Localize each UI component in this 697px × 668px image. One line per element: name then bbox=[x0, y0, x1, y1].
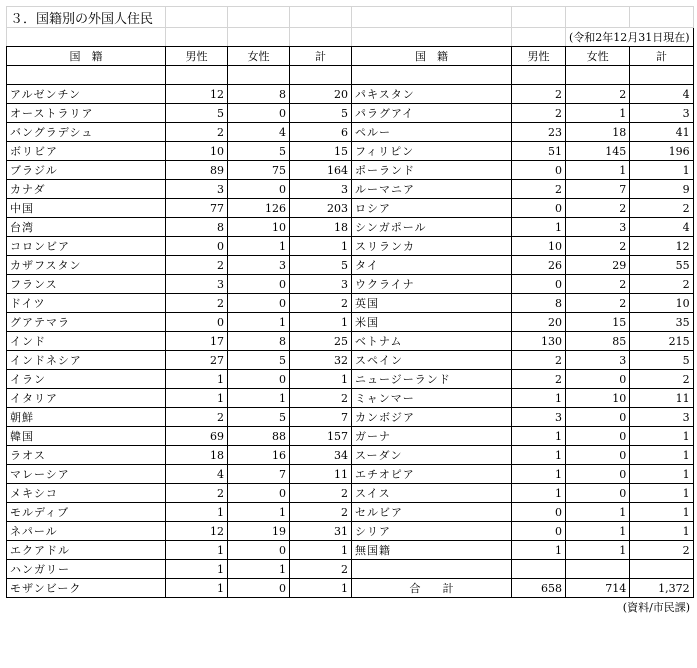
nationality-name-cell: ロシア bbox=[352, 199, 512, 218]
female-count-cell: 4 bbox=[228, 123, 290, 142]
grand-total-label: 合 計 bbox=[352, 579, 512, 598]
total-count-cell: 20 bbox=[290, 85, 352, 104]
empty-cell bbox=[566, 560, 630, 579]
male-count-cell: 1 bbox=[512, 465, 566, 484]
nationality-name-cell: パキスタン bbox=[352, 85, 512, 104]
male-count-cell: 1 bbox=[166, 370, 228, 389]
female-count-cell: 0 bbox=[566, 427, 630, 446]
table-row bbox=[7, 142, 694, 161]
header-female-right: 女性 bbox=[566, 47, 630, 66]
table-row bbox=[7, 446, 694, 465]
closing-row bbox=[7, 598, 694, 617]
nationality-name-cell: シリア bbox=[352, 522, 512, 541]
total-count-cell: 5 bbox=[290, 104, 352, 123]
female-count-cell: 1 bbox=[566, 104, 630, 123]
total-count-cell: 9 bbox=[630, 180, 693, 199]
table-row bbox=[7, 465, 694, 484]
female-count-cell: 15 bbox=[566, 313, 630, 332]
total-count-cell: 7 bbox=[290, 408, 352, 427]
total-count-cell: 2 bbox=[630, 370, 693, 389]
total-count-cell: 34 bbox=[290, 446, 352, 465]
male-count-cell: 27 bbox=[166, 351, 228, 370]
nationality-name-cell: カナダ bbox=[7, 180, 166, 199]
male-count-cell: 2 bbox=[512, 370, 566, 389]
table-row bbox=[7, 522, 694, 541]
table-row bbox=[7, 484, 694, 503]
total-count-cell: 1 bbox=[290, 313, 352, 332]
nationality-name-cell: ドイツ bbox=[7, 294, 166, 313]
table-row bbox=[7, 332, 694, 351]
table-row bbox=[7, 218, 694, 237]
female-count-cell: 0 bbox=[228, 484, 290, 503]
total-count-cell: 2 bbox=[630, 541, 693, 560]
total-count-cell: 41 bbox=[630, 123, 693, 142]
male-count-cell: 2 bbox=[166, 123, 228, 142]
nationality-name-cell: ペルー bbox=[352, 123, 512, 142]
male-count-cell: 12 bbox=[166, 85, 228, 104]
male-count-cell: 2 bbox=[166, 294, 228, 313]
nationality-name-cell: ルーマニア bbox=[352, 180, 512, 199]
total-count-cell: 12 bbox=[630, 237, 693, 256]
total-count-cell: 1 bbox=[630, 161, 693, 180]
female-count-cell: 0 bbox=[566, 484, 630, 503]
female-count-cell: 88 bbox=[228, 427, 290, 446]
nationality-name-cell: ポーランド bbox=[352, 161, 512, 180]
male-count-cell: 23 bbox=[512, 123, 566, 142]
nationality-name-cell: スペイン bbox=[352, 351, 512, 370]
total-count-cell: 18 bbox=[290, 218, 352, 237]
spreadsheet bbox=[6, 6, 694, 617]
male-count-cell: 1 bbox=[512, 541, 566, 560]
total-count-cell: 2 bbox=[290, 484, 352, 503]
table-row bbox=[7, 237, 694, 256]
total-count-cell: 1 bbox=[630, 446, 693, 465]
total-count-cell: 1 bbox=[630, 484, 693, 503]
male-count-cell: 2 bbox=[166, 408, 228, 427]
nationality-name-cell: スイス bbox=[352, 484, 512, 503]
total-count-cell: 164 bbox=[290, 161, 352, 180]
date-row bbox=[7, 28, 694, 47]
nationality-name-cell: マレーシア bbox=[7, 465, 166, 484]
male-count-cell: 1 bbox=[166, 560, 228, 579]
grand-total-male: 658 bbox=[512, 579, 566, 598]
female-count-cell: 1 bbox=[228, 503, 290, 522]
total-count-cell: 55 bbox=[630, 256, 693, 275]
nationality-name-cell: パラグアイ bbox=[352, 104, 512, 123]
total-count-cell: 3 bbox=[630, 104, 693, 123]
male-count-cell: 3 bbox=[166, 275, 228, 294]
total-count-cell: 1 bbox=[630, 465, 693, 484]
nationality-name-cell: ネパール bbox=[7, 522, 166, 541]
total-count-cell: 5 bbox=[290, 256, 352, 275]
female-count-cell: 145 bbox=[566, 142, 630, 161]
nationality-name-cell: コロンビア bbox=[7, 237, 166, 256]
nationality-name-cell: タイ bbox=[352, 256, 512, 275]
nationality-name-cell: バングラデシュ bbox=[7, 123, 166, 142]
male-count-cell: 0 bbox=[166, 237, 228, 256]
nationality-name-cell: ハンガリー bbox=[7, 560, 166, 579]
total-count-cell: 4 bbox=[630, 218, 693, 237]
female-count-cell: 2 bbox=[566, 294, 630, 313]
table-row bbox=[7, 161, 694, 180]
female-count-cell: 0 bbox=[566, 370, 630, 389]
table-row bbox=[7, 104, 694, 123]
header-total-right: 計 bbox=[630, 47, 693, 66]
nationality-name-cell: モザンビーク bbox=[7, 579, 166, 598]
nationality-name-cell: オーストラリア bbox=[7, 104, 166, 123]
table-row bbox=[7, 313, 694, 332]
total-count-cell: 2 bbox=[290, 389, 352, 408]
male-count-cell: 0 bbox=[512, 275, 566, 294]
female-count-cell: 16 bbox=[228, 446, 290, 465]
nationality-name-cell: インドネシア bbox=[7, 351, 166, 370]
nationality-name-cell: ブラジル bbox=[7, 161, 166, 180]
nationality-name-cell: イラン bbox=[7, 370, 166, 389]
male-count-cell: 1 bbox=[512, 427, 566, 446]
total-count-cell: 2 bbox=[290, 560, 352, 579]
total-count-cell: 1 bbox=[630, 522, 693, 541]
title-row bbox=[7, 7, 694, 28]
male-count-cell: 1 bbox=[512, 446, 566, 465]
male-count-cell: 69 bbox=[166, 427, 228, 446]
nationality-name-cell: セルビア bbox=[352, 503, 512, 522]
male-count-cell: 10 bbox=[512, 237, 566, 256]
total-count-cell: 2 bbox=[630, 199, 693, 218]
total-count-cell: 1 bbox=[630, 427, 693, 446]
female-count-cell: 2 bbox=[566, 275, 630, 294]
nationality-name-cell: 無国籍 bbox=[352, 541, 512, 560]
header-male-right: 男性 bbox=[512, 47, 566, 66]
male-count-cell: 0 bbox=[512, 199, 566, 218]
female-count-cell: 18 bbox=[566, 123, 630, 142]
male-count-cell: 17 bbox=[166, 332, 228, 351]
total-count-cell: 5 bbox=[630, 351, 693, 370]
male-count-cell: 1 bbox=[166, 389, 228, 408]
female-count-cell: 3 bbox=[566, 218, 630, 237]
male-count-cell: 1 bbox=[166, 541, 228, 560]
female-count-cell: 1 bbox=[228, 560, 290, 579]
female-count-cell: 10 bbox=[566, 389, 630, 408]
male-count-cell: 0 bbox=[512, 503, 566, 522]
female-count-cell: 1 bbox=[566, 541, 630, 560]
female-count-cell: 2 bbox=[566, 237, 630, 256]
nationality-name-cell: ベトナム bbox=[352, 332, 512, 351]
male-count-cell: 0 bbox=[166, 313, 228, 332]
female-count-cell: 0 bbox=[228, 579, 290, 598]
female-count-cell: 85 bbox=[566, 332, 630, 351]
female-count-cell: 2 bbox=[566, 199, 630, 218]
male-count-cell: 20 bbox=[512, 313, 566, 332]
female-count-cell: 0 bbox=[566, 465, 630, 484]
table-row bbox=[7, 199, 694, 218]
female-count-cell: 7 bbox=[228, 465, 290, 484]
male-count-cell: 2 bbox=[166, 484, 228, 503]
male-count-cell: 130 bbox=[512, 332, 566, 351]
total-count-cell: 1 bbox=[630, 503, 693, 522]
male-count-cell: 8 bbox=[512, 294, 566, 313]
male-count-cell: 1 bbox=[512, 218, 566, 237]
female-count-cell: 2 bbox=[566, 85, 630, 104]
male-count-cell: 1 bbox=[166, 503, 228, 522]
male-count-cell: 3 bbox=[512, 408, 566, 427]
nationality-name-cell: ラオス bbox=[7, 446, 166, 465]
total-count-cell: 2 bbox=[630, 275, 693, 294]
female-count-cell: 0 bbox=[228, 275, 290, 294]
table-row bbox=[7, 294, 694, 313]
source-note: (資料/市民課) bbox=[566, 598, 694, 617]
nationality-name-cell: ガーナ bbox=[352, 427, 512, 446]
total-count-cell: 3 bbox=[290, 275, 352, 294]
table-row bbox=[7, 560, 694, 579]
nationality-name-cell: ウクライナ bbox=[352, 275, 512, 294]
total-count-cell: 215 bbox=[630, 332, 693, 351]
nationality-name-cell: 韓国 bbox=[7, 427, 166, 446]
nationality-name-cell: カンボジア bbox=[352, 408, 512, 427]
nationality-name-cell: フランス bbox=[7, 275, 166, 294]
male-count-cell: 3 bbox=[166, 180, 228, 199]
female-count-cell: 1 bbox=[228, 389, 290, 408]
nationality-name-cell: ボリビア bbox=[7, 142, 166, 161]
total-count-cell: 11 bbox=[290, 465, 352, 484]
nationality-name-cell: メキシコ bbox=[7, 484, 166, 503]
male-count-cell: 26 bbox=[512, 256, 566, 275]
female-count-cell: 8 bbox=[228, 85, 290, 104]
grand-total-female: 714 bbox=[566, 579, 630, 598]
male-count-cell: 0 bbox=[512, 161, 566, 180]
total-count-cell: 196 bbox=[630, 142, 693, 161]
male-count-cell: 4 bbox=[166, 465, 228, 484]
male-count-cell: 18 bbox=[166, 446, 228, 465]
total-count-cell: 11 bbox=[630, 389, 693, 408]
female-count-cell: 0 bbox=[566, 408, 630, 427]
total-count-cell: 3 bbox=[630, 408, 693, 427]
total-count-cell: 1 bbox=[290, 237, 352, 256]
male-count-cell: 2 bbox=[512, 104, 566, 123]
grand-total-sum: 1,372 bbox=[630, 579, 693, 598]
nationality-name-cell: スーダン bbox=[352, 446, 512, 465]
total-count-cell: 6 bbox=[290, 123, 352, 142]
total-count-cell: 3 bbox=[290, 180, 352, 199]
nationality-name-cell: 英国 bbox=[352, 294, 512, 313]
nationality-name-cell: 朝鮮 bbox=[7, 408, 166, 427]
female-count-cell: 1 bbox=[566, 522, 630, 541]
table-row bbox=[7, 389, 694, 408]
table-row bbox=[7, 275, 694, 294]
female-count-cell: 19 bbox=[228, 522, 290, 541]
male-count-cell: 2 bbox=[512, 180, 566, 199]
female-count-cell: 5 bbox=[228, 142, 290, 161]
table-row bbox=[7, 351, 694, 370]
male-count-cell: 12 bbox=[166, 522, 228, 541]
female-count-cell: 75 bbox=[228, 161, 290, 180]
male-count-cell: 2 bbox=[512, 85, 566, 104]
male-count-cell: 0 bbox=[512, 522, 566, 541]
female-count-cell: 0 bbox=[228, 294, 290, 313]
total-count-cell: 1 bbox=[290, 579, 352, 598]
total-count-cell: 15 bbox=[290, 142, 352, 161]
table-row bbox=[7, 180, 694, 199]
nationality-name-cell: フィリピン bbox=[352, 142, 512, 161]
table-row bbox=[7, 427, 694, 446]
nationality-table bbox=[6, 6, 694, 617]
male-count-cell: 1 bbox=[512, 389, 566, 408]
header-male-left: 男性 bbox=[166, 47, 228, 66]
female-count-cell: 10 bbox=[228, 218, 290, 237]
female-count-cell: 3 bbox=[228, 256, 290, 275]
female-count-cell: 1 bbox=[566, 503, 630, 522]
header-nationality-left: 国 籍 bbox=[7, 47, 166, 66]
female-count-cell: 29 bbox=[566, 256, 630, 275]
female-count-cell: 7 bbox=[566, 180, 630, 199]
male-count-cell: 10 bbox=[166, 142, 228, 161]
female-count-cell: 0 bbox=[228, 370, 290, 389]
empty-cell bbox=[512, 560, 566, 579]
male-count-cell: 1 bbox=[512, 484, 566, 503]
nationality-name-cell: ミャンマー bbox=[352, 389, 512, 408]
nationality-name-cell: ニュージーランド bbox=[352, 370, 512, 389]
total-count-cell: 32 bbox=[290, 351, 352, 370]
female-count-cell: 1 bbox=[566, 161, 630, 180]
table-row bbox=[7, 503, 694, 522]
as-of-date: (令和2年12月31日現在) bbox=[566, 28, 694, 47]
total-count-cell: 157 bbox=[290, 427, 352, 446]
empty-cell bbox=[352, 560, 512, 579]
header-nationality-right: 国 籍 bbox=[352, 47, 512, 66]
female-count-cell: 0 bbox=[566, 446, 630, 465]
total-count-cell: 1 bbox=[290, 541, 352, 560]
table-title: ３．国籍別の外国人住民 bbox=[7, 7, 166, 28]
male-count-cell: 2 bbox=[512, 351, 566, 370]
total-count-cell: 31 bbox=[290, 522, 352, 541]
female-count-cell: 5 bbox=[228, 351, 290, 370]
male-count-cell: 5 bbox=[166, 104, 228, 123]
table-row bbox=[7, 408, 694, 427]
female-count-cell: 0 bbox=[228, 104, 290, 123]
table-row bbox=[7, 123, 694, 142]
total-count-cell: 10 bbox=[630, 294, 693, 313]
male-count-cell: 1 bbox=[166, 579, 228, 598]
nationality-name-cell: カザフスタン bbox=[7, 256, 166, 275]
male-count-cell: 51 bbox=[512, 142, 566, 161]
total-count-cell: 2 bbox=[290, 503, 352, 522]
total-count-cell: 35 bbox=[630, 313, 693, 332]
nationality-name-cell: イタリア bbox=[7, 389, 166, 408]
nationality-name-cell: モルディブ bbox=[7, 503, 166, 522]
nationality-name-cell: 台湾 bbox=[7, 218, 166, 237]
nationality-name-cell: 米国 bbox=[352, 313, 512, 332]
female-count-cell: 126 bbox=[228, 199, 290, 218]
table-row bbox=[7, 541, 694, 560]
header-female-left: 女性 bbox=[228, 47, 290, 66]
total-count-cell: 4 bbox=[630, 85, 693, 104]
nationality-name-cell: スリランカ bbox=[352, 237, 512, 256]
table-row bbox=[7, 579, 694, 598]
table-row bbox=[7, 370, 694, 389]
female-count-cell: 5 bbox=[228, 408, 290, 427]
male-count-cell: 89 bbox=[166, 161, 228, 180]
male-count-cell: 8 bbox=[166, 218, 228, 237]
nationality-name-cell: エチオピア bbox=[352, 465, 512, 484]
male-count-cell: 2 bbox=[166, 256, 228, 275]
total-count-cell: 203 bbox=[290, 199, 352, 218]
nationality-name-cell: インド bbox=[7, 332, 166, 351]
female-count-cell: 0 bbox=[228, 541, 290, 560]
table-row bbox=[7, 256, 694, 275]
nationality-name-cell: エクアドル bbox=[7, 541, 166, 560]
female-count-cell: 1 bbox=[228, 313, 290, 332]
female-count-cell: 0 bbox=[228, 180, 290, 199]
nationality-name-cell: 中国 bbox=[7, 199, 166, 218]
female-count-cell: 8 bbox=[228, 332, 290, 351]
nationality-name-cell: グアテマラ bbox=[7, 313, 166, 332]
total-count-cell: 2 bbox=[290, 294, 352, 313]
nationality-name-cell: シンガポール bbox=[352, 218, 512, 237]
empty-cell bbox=[630, 560, 693, 579]
table-row bbox=[7, 85, 694, 104]
total-count-cell: 25 bbox=[290, 332, 352, 351]
male-count-cell: 77 bbox=[166, 199, 228, 218]
total-count-cell: 1 bbox=[290, 370, 352, 389]
female-count-cell: 1 bbox=[228, 237, 290, 256]
spacer-row bbox=[7, 66, 694, 85]
nationality-name-cell: アルゼンチン bbox=[7, 85, 166, 104]
header-total-left: 計 bbox=[290, 47, 352, 66]
female-count-cell: 3 bbox=[566, 351, 630, 370]
header-row bbox=[7, 47, 694, 66]
